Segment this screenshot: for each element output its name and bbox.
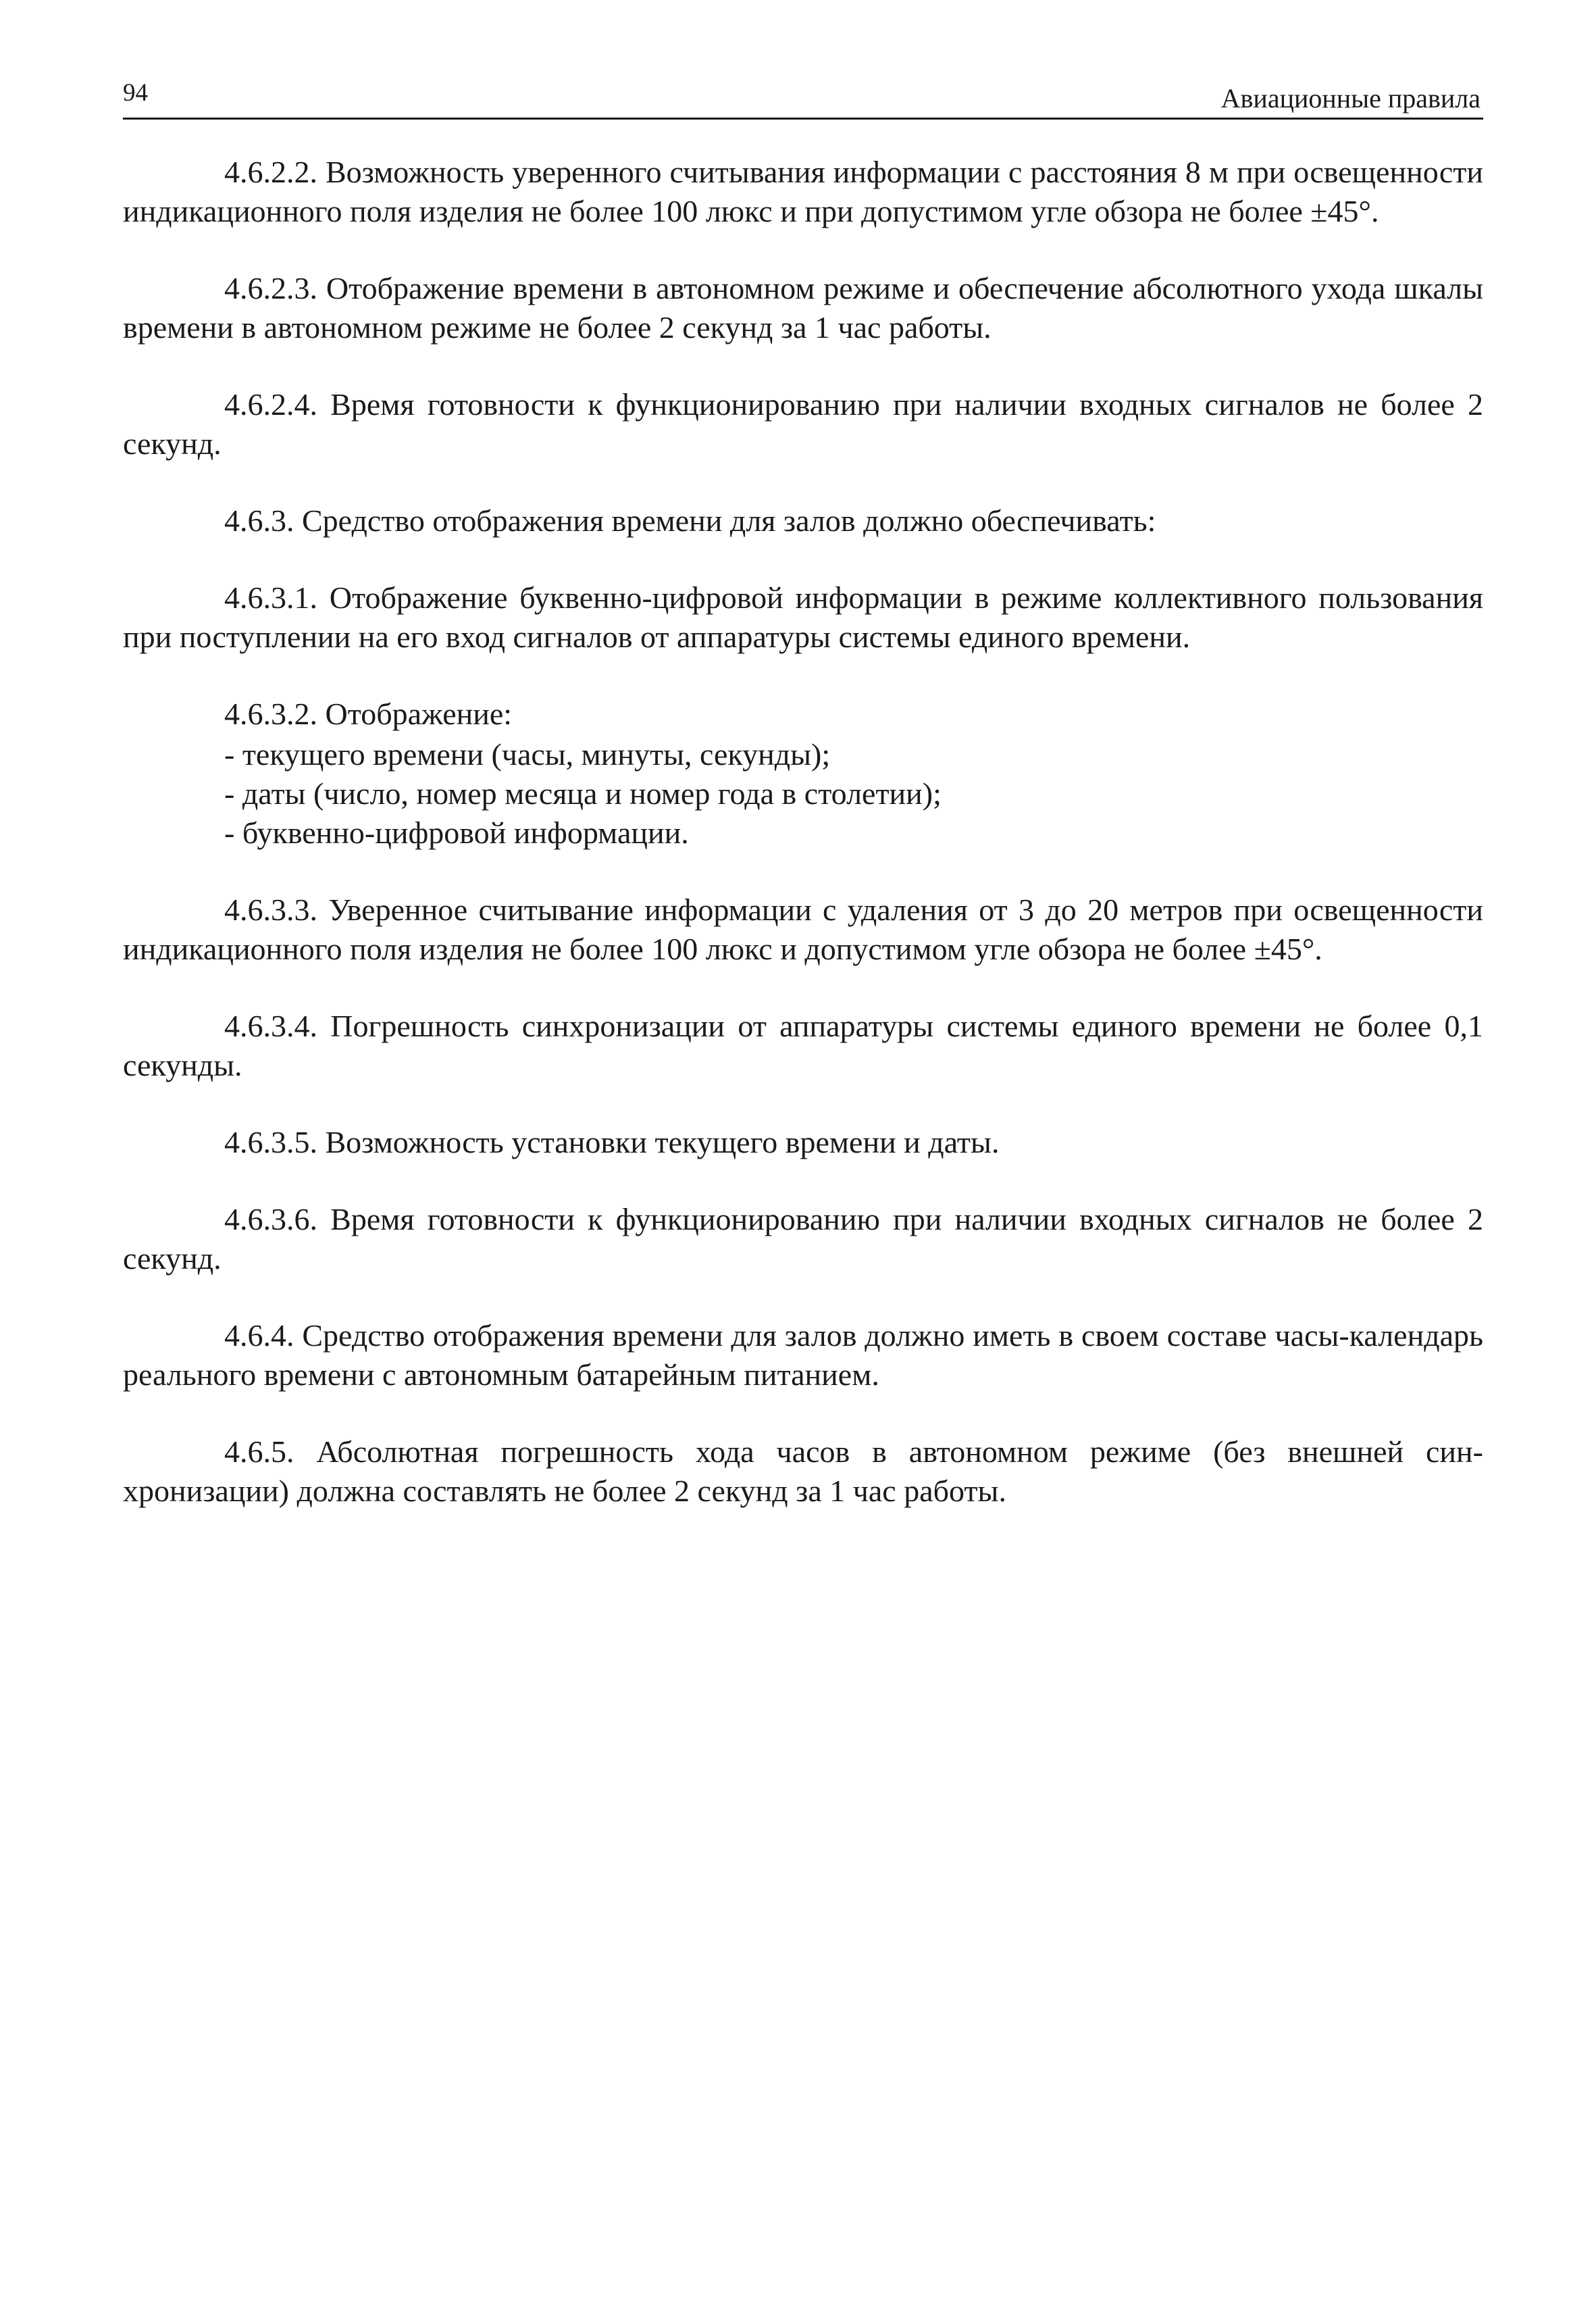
paragraph-4-6-3-4: 4.6.3.4. Погрешность синхронизации от аппаратуры системы единого времени не более 0,1 секунды. xyxy=(123,1009,1483,1082)
paragraph-4-6-3-1: 4.6.3.1. Отображение буквенно-цифровой информации в режиме коллективного пользования при поступлении на его вход сигналов от аппаратуры системы единого времени. xyxy=(123,580,1483,654)
paragraph-4-6-3-3: 4.6.3.3. Уверенное считывание информации с удаления от 3 до 20 метров при освещенности индикационного поля изделия не более 100 люкс и допустимом угле обзора не более ±45°. xyxy=(123,892,1483,966)
paragraph-4-6-3-5: 4.6.3.5. Возможность установки текущего времени и даты. xyxy=(224,1125,1000,1159)
paragraph-4-6-4: 4.6.4. Средство отображения времени для залов должно иметь в своем составе часы-календарь реального времени с автономным батарейным питанием. xyxy=(123,1318,1483,1392)
running-title: Авиационные правила xyxy=(1220,83,1481,114)
paragraph-4-6-2-3: 4.6.2.3. Отображение времени в автономном режиме и обеспечение абсолютного ухода шкалы времени в автономном режиме не более 2 секунд за 1 час работы. xyxy=(123,271,1483,345)
page-header xyxy=(123,73,1483,120)
list-item-alphanumeric: - буквенно-цифровой информации. xyxy=(224,815,689,850)
list-item-date: - даты (число, номер месяца и номер года в столетии); xyxy=(224,776,942,811)
body-text xyxy=(123,153,1483,1549)
paragraph-4-6-3-2: 4.6.3.2. Отображение: xyxy=(224,697,513,731)
paragraph-4-6-5: 4.6.5. Абсолютная погрешность хода часов в автономном режиме (без внешней синхронизации) должна составлять не более 2 секунд за 1 час работы. xyxy=(123,1434,1483,1508)
paragraph-4-6-3-6: 4.6.3.6. Время готовности к функционированию при наличии входных сигналов не более 2 секунд. xyxy=(123,1202,1483,1276)
paragraph-4-6-2-2: 4.6.2.2. Возможность уверенного считывания информации с расстояния 8 м при освещенности индикационного поля изделия не более 100 люкс и при допустимом угле обзора не более ±45°. xyxy=(123,155,1483,228)
paragraph-4-6-2-4: 4.6.2.4. Время готовности к функционированию при наличии входных сигналов не более 2 секунд. xyxy=(123,387,1483,461)
page-number: 94 xyxy=(123,79,148,107)
paragraph-4-6-3: 4.6.3. Средство отображения времени для залов должно обеспечивать: xyxy=(224,503,1156,538)
list-item-current-time: - текущего времени (часы, минуты, секунды); xyxy=(224,737,831,772)
